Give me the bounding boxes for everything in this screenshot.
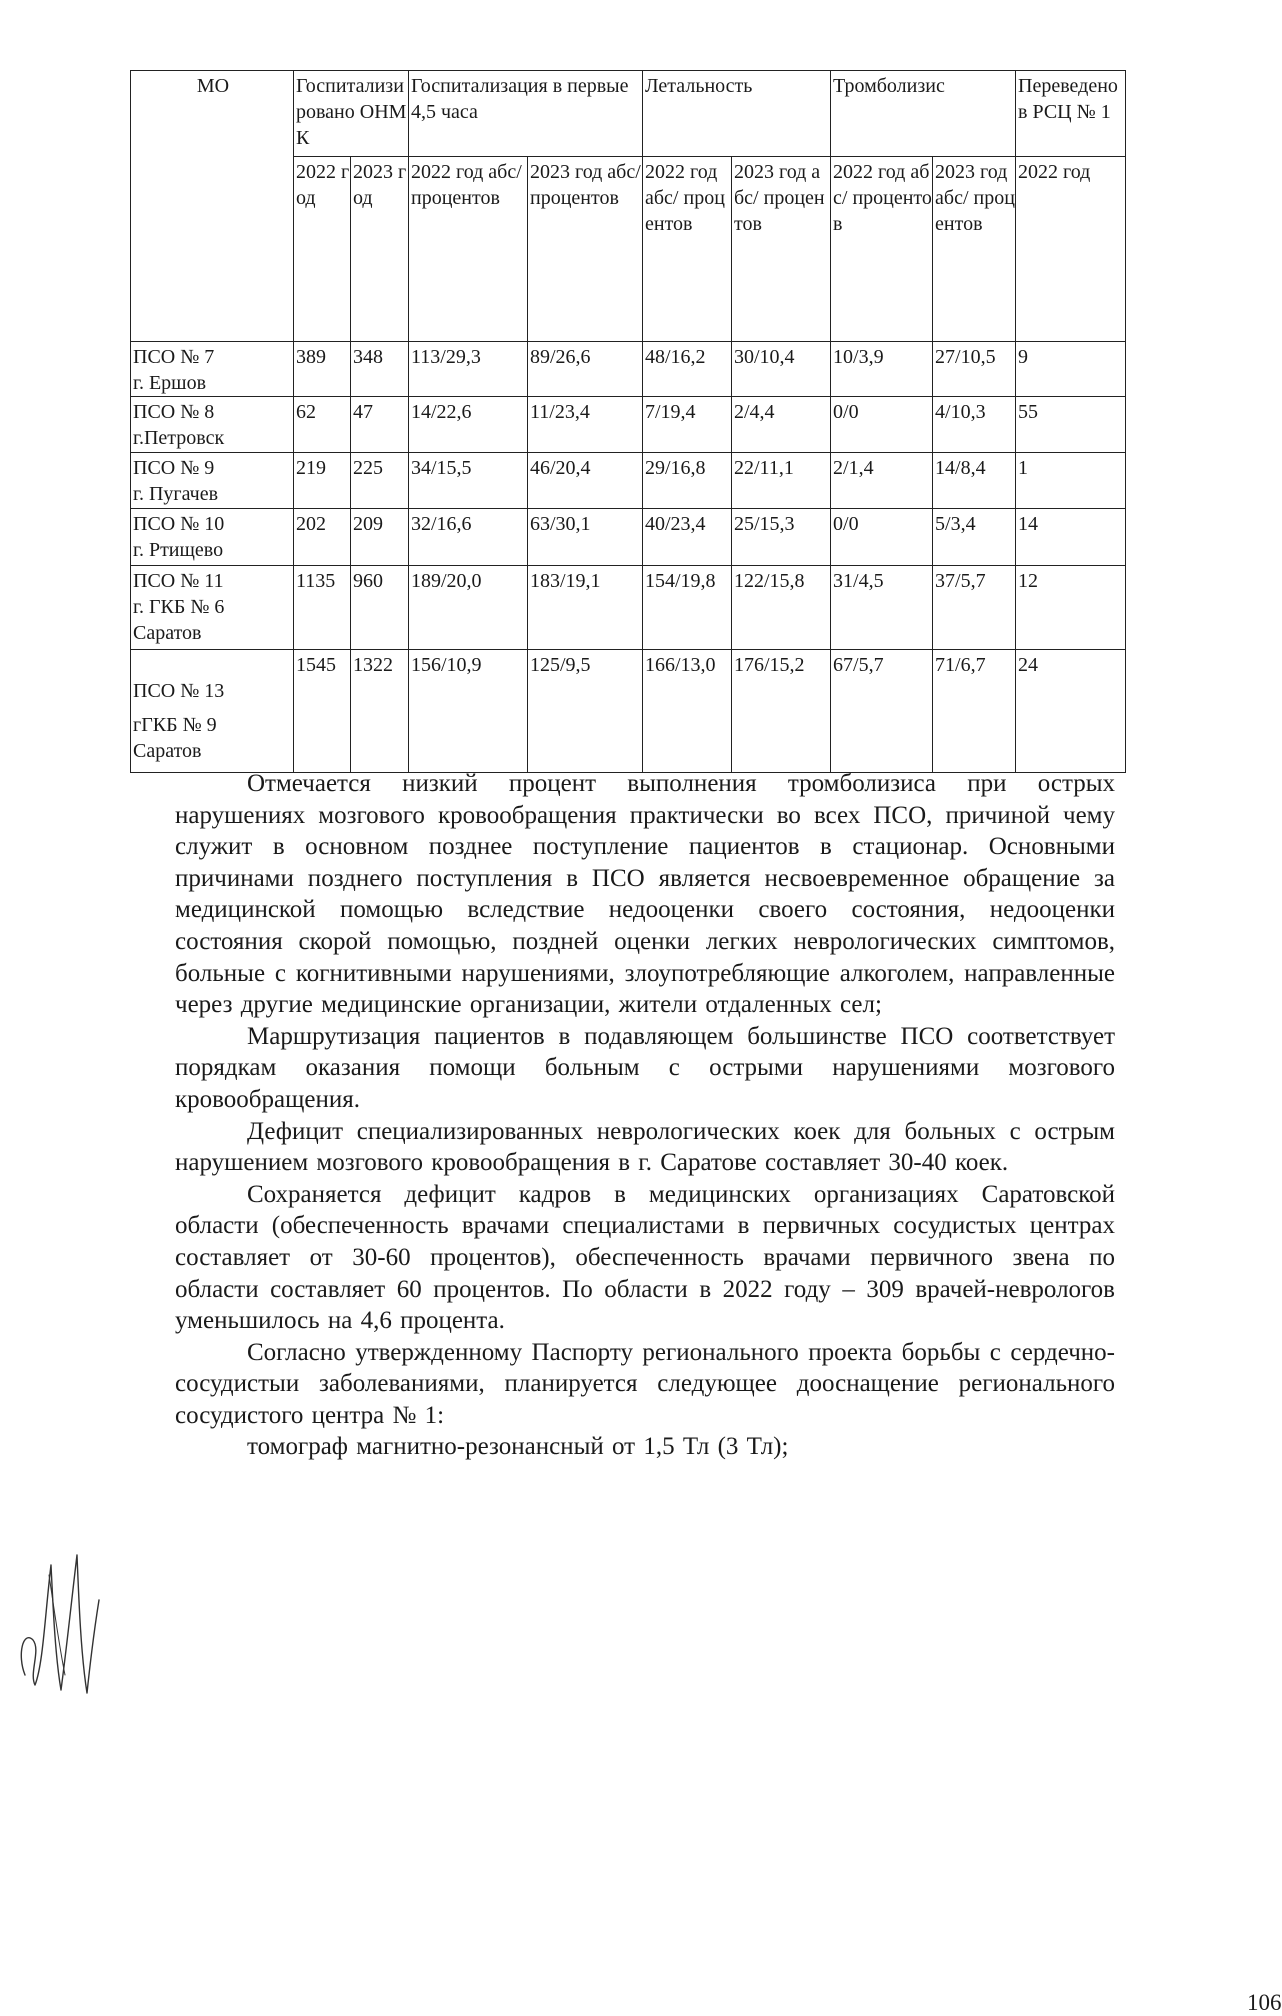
table-cell: 113/29,3: [409, 342, 528, 397]
table-cell: 29/16,8: [643, 453, 732, 509]
header-hospitalized: Госпитализировано ОНМК: [294, 71, 409, 157]
table-cell: 14: [1016, 509, 1126, 566]
page-number: 106: [1247, 1990, 1282, 2015]
paragraph: Сохраняется дефицит кадров в медицинских организациях Саратовской области (обеспеченность врачами специалистами в первичных сосудистых центрах составляет от 30-60 процентов), обеспеченность врачами первичного звена по области составляет 60 процентов. По области в 2022 году – 309 врачей-неврологов уменьшилось на 4,6 процента.: [175, 1180, 1115, 1335]
paragraph: Отмечается низкий процент выполнения тромболизиса при острых нарушениях мозгового кровообращения практически во всех ПСО, причиной чему служит в основном позднее поступление пациентов в стационар. Основными причинами позднего поступления в ПСО является несвоевременное обращение за медицинской помощью вследствие недооценки своего состояния, недооценки состояния скорой помощью, поздней оценки легких неврологических симптомов, больные с когнитивными нарушениями, злоупотребляющие алкоголем, направленные через другие медицинские организации, жители отдаленных сел;: [175, 770, 1115, 1019]
table-cell: 12: [1016, 566, 1126, 650]
row-name: ПСО № 11 г. ГКБ № 6 Саратов: [131, 566, 294, 650]
row-name: ПСО № 8 г.Петровск: [131, 397, 294, 453]
table-cell: 22/11,1: [732, 453, 831, 509]
paragraph: томограф магнитно-резонансный от 1,5 Тл (3 Тл);: [247, 1433, 789, 1461]
table-cell: 122/15,8: [732, 566, 831, 650]
row-name: ПСО № 13 гГКБ № 9 Саратов: [131, 650, 294, 773]
table-cell: 389: [294, 342, 351, 397]
table-cell: 24: [1016, 650, 1126, 773]
table-cell: 11/23,4: [528, 397, 643, 453]
table-cell: 1: [1016, 453, 1126, 509]
table-cell: 10/3,9: [831, 342, 933, 397]
subheader-cell: 2022 год абс/ процентов: [409, 157, 528, 342]
paragraph: Маршрутизация пациентов в подавляющем большинстве ПСО соответствует порядкам оказания помощи больным с острыми нарушениями мозгового кровообращения.: [175, 1022, 1115, 1113]
table-cell: 40/23,4: [643, 509, 732, 566]
header-first-hours: Госпитализация в первые 4,5 часа: [409, 71, 643, 157]
row-name: ПСО № 7 г. Ершов: [131, 342, 294, 397]
table-cell: 348: [351, 342, 409, 397]
table-cell: 37/5,7: [933, 566, 1016, 650]
table-cell: 1322: [351, 650, 409, 773]
table-cell: 202: [294, 509, 351, 566]
table-cell: 154/19,8: [643, 566, 732, 650]
header-thrombolysis: Тромболизис: [831, 71, 1016, 157]
table-row: [131, 453, 1126, 509]
table-cell: 1545: [294, 650, 351, 773]
stroke-statistics-table: [130, 70, 1126, 773]
table-cell: 25/15,3: [732, 509, 831, 566]
table-cell: 14/22,6: [409, 397, 528, 453]
table-cell: 71/6,7: [933, 650, 1016, 773]
table-cell: 5/3,4: [933, 509, 1016, 566]
table-cell: 31/4,5: [831, 566, 933, 650]
row-name: ПСО № 9 г. Пугачев: [131, 453, 294, 509]
table-cell: 48/16,2: [643, 342, 732, 397]
table-cell: 14/8,4: [933, 453, 1016, 509]
table-cell: 209: [351, 509, 409, 566]
table-cell: 0/0: [831, 509, 933, 566]
table-cell: 156/10,9: [409, 650, 528, 773]
subheader-cell: 2023 год абс/ процентов: [933, 157, 1016, 342]
table-cell: 189/20,0: [409, 566, 528, 650]
subheader-cell: 2023 год: [351, 157, 409, 342]
table-cell: 183/19,1: [528, 566, 643, 650]
header-mo: МО: [131, 71, 294, 342]
subheader-cell: 2022 год: [294, 157, 351, 342]
table-row: [131, 397, 1126, 453]
table-cell: 9: [1016, 342, 1126, 397]
table-cell: 2/4,4: [732, 397, 831, 453]
table-cell: 63/30,1: [528, 509, 643, 566]
table-row: [131, 566, 1126, 650]
handwritten-signature: [15, 1545, 110, 1695]
table-cell: 32/16,6: [409, 509, 528, 566]
table-cell: 166/13,0: [643, 650, 732, 773]
body-text: [175, 768, 1282, 2015]
row-name: ПСО № 10 г. Ртищево: [131, 509, 294, 566]
subheader-cell: 2023 год абс/ процентов: [732, 157, 831, 342]
table-cell: 30/10,4: [732, 342, 831, 397]
table-cell: 55: [1016, 397, 1126, 453]
table-cell: 225: [351, 453, 409, 509]
table-cell: 2/1,4: [831, 453, 933, 509]
table-row: [131, 342, 1126, 397]
subheader-cell: 2022 год абс/ процентов: [831, 157, 933, 342]
paragraph: Согласно утвержденному Паспорту регионального проекта борьбы с сердечно-сосудистыи заболеваниями, планируется следующее дооснащение регионального сосудистого центра № 1:: [175, 1338, 1115, 1429]
table-container: [130, 70, 1125, 773]
table-cell: 219: [294, 453, 351, 509]
table-cell: 960: [351, 566, 409, 650]
table-cell: 1135: [294, 566, 351, 650]
table-cell: 27/10,5: [933, 342, 1016, 397]
table-cell: 176/15,2: [732, 650, 831, 773]
table-row: [131, 509, 1126, 566]
subheader-cell: 2022 год: [1016, 157, 1126, 342]
table-cell: 4/10,3: [933, 397, 1016, 453]
paragraph: Дефицит специализированных неврологических коек для больных с острым нарушением мозгового кровообращения в г. Саратове составляет 30-40 коек.: [175, 1117, 1115, 1177]
table-cell: 0/0: [831, 397, 933, 453]
subheader-cell: 2023 год абс/ процентов: [528, 157, 643, 342]
subheader-cell: 2022 год абс/ процентов: [643, 157, 732, 342]
table-cell: 7/19,4: [643, 397, 732, 453]
table-cell: 46/20,4: [528, 453, 643, 509]
table-cell: 125/9,5: [528, 650, 643, 773]
table-cell: 47: [351, 397, 409, 453]
table-cell: 62: [294, 397, 351, 453]
table-cell: 67/5,7: [831, 650, 933, 773]
table-cell: 89/26,6: [528, 342, 643, 397]
header-transferred: Переведено в РСЦ № 1: [1016, 71, 1126, 157]
header-lethality: Летальность: [643, 71, 831, 157]
table-row: [131, 650, 1126, 773]
table-cell: 34/15,5: [409, 453, 528, 509]
